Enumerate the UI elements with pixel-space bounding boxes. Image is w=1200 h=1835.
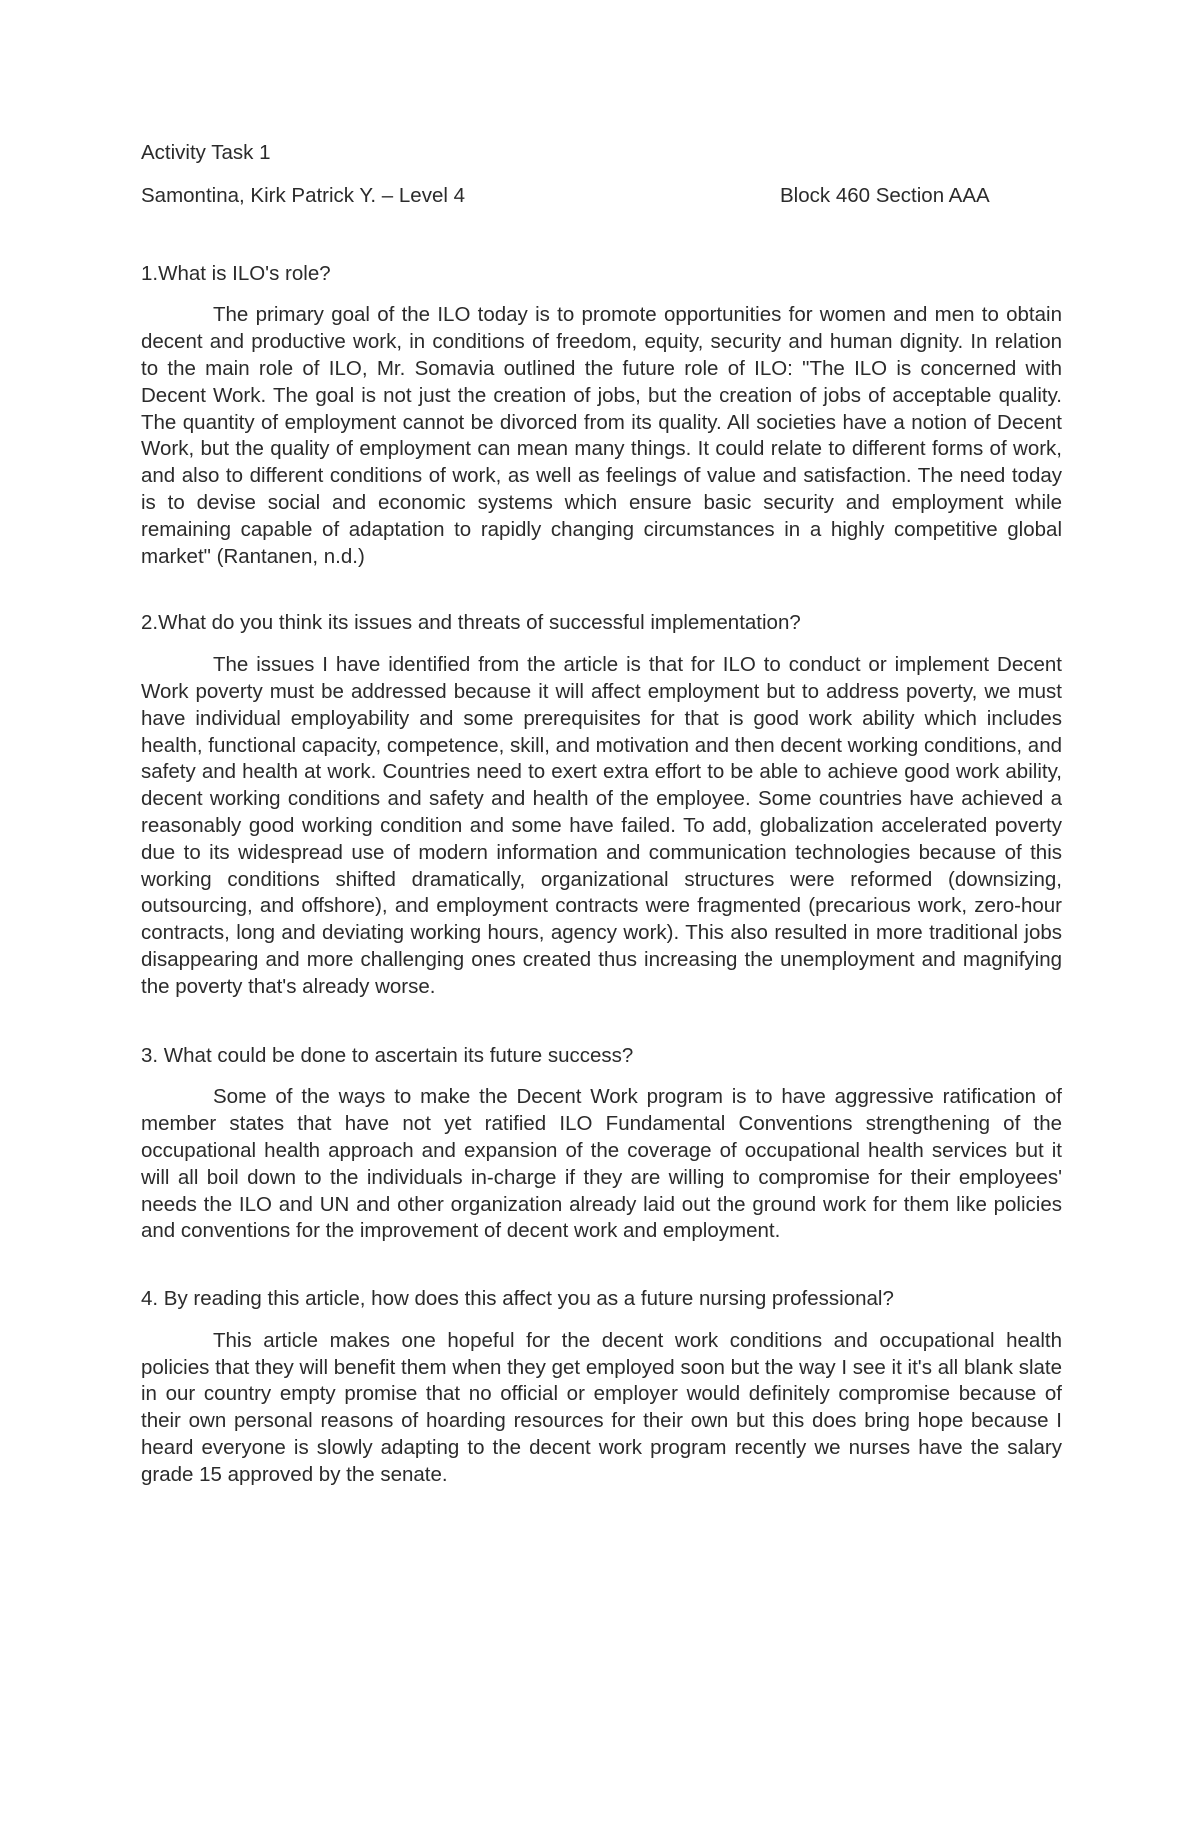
question-4: 4. By reading this article, how does this affect you as a future nursing professional? [141,1287,894,1311]
answer-4: This article makes one hopeful for the decent work conditions and occupational health policies that they will benefit them when they get employed soon but the way I see it it's all blank slate in our country empty promise that no official or employer would definitely compromise because of their own personal reasons of hoarding resources for their own but this does bring hope because I heard everyone is slowly adapting to the decent work program recently we nurses have the salary grade 15 approved by the senate. [141,1328,1062,1486]
answer-2: The issues I have identified from the article is that for ILO to conduct or implement Decent Work poverty must be addressed because it will affect employment but to address poverty, we must have individual employability and some prerequisites for that is good work ability which includes health, functional capacity, competence, skill, and motivation and then decent working conditions, and safety and health at work. Countries need to exert extra effort to be able to achieve good work ability, decent working conditions and safety and health of the employee. Some countries have achieved a reasonably good working condition and some have failed. To add, globalization accelerated poverty due to its widespread use of modern information and communication technologies because of this working conditions shifted dramatically, organizational structures were reformed (downsizing, outsourcing, and offshore), and employment contracts were fragmented (precarious work, zero-hour contracts, long and deviating working hours, agency work). This also resulted in more traditional jobs disappearing and more challenging ones created thus increasing the unemployment and magnifying the poverty that's already worse. [141,653,1062,998]
student-name-level: Samontina, Kirk Patrick Y. – Level 4 [141,183,465,207]
answer-1: The primary goal of the ILO today is to promote opportunities for women and men to obtain decent and productive work, in conditions of freedom, equity, security and human dignity. In relation to the main role of ILO, Mr. Somavia outlined the future role of ILO: "The ILO is concerned with Decent Work. The goal is not just the creation of jobs, but the creation of jobs of acceptable quality. The quantity of employment cannot be divorced from its quality. All societies have a notion of Decent Work, but the quality of employment can mean many things. It could relate to different forms of work, and also to different conditions of work, as well as feelings of value and satisfaction. The need today is to devise social and economic systems which ensure basic security and employment while remaining capable of adaptation to rapidly changing circumstances in a highly competitive global market" (Rantanen, n.d.) [141,303,1062,568]
document-title: Activity Task 1 [141,141,271,164]
question-2: 2.What do you think its issues and threats of successful implementation? [141,611,801,635]
question-1: 1.What is ILO's role? [141,261,331,285]
document-page [141,140,1062,1489]
question-3: 3. What could be done to ascertain its future success? [141,1043,634,1067]
student-info-row [141,183,1062,210]
block-section: Block 460 Section AAA [780,183,990,207]
answer-3: Some of the ways to make the Decent Work program is to have aggressive ratification of member states that have not yet ratified ILO Fundamental Conventions strengthening of the occupational health approach and expansion of the coverage of occupational health services but it will all boil down to the individuals in-charge if they are willing to compromise for their employees' needs the ILO and UN and other organization already laid out the ground work for them like policies and conventions for the improvement of decent work and employment. [141,1085,1062,1243]
